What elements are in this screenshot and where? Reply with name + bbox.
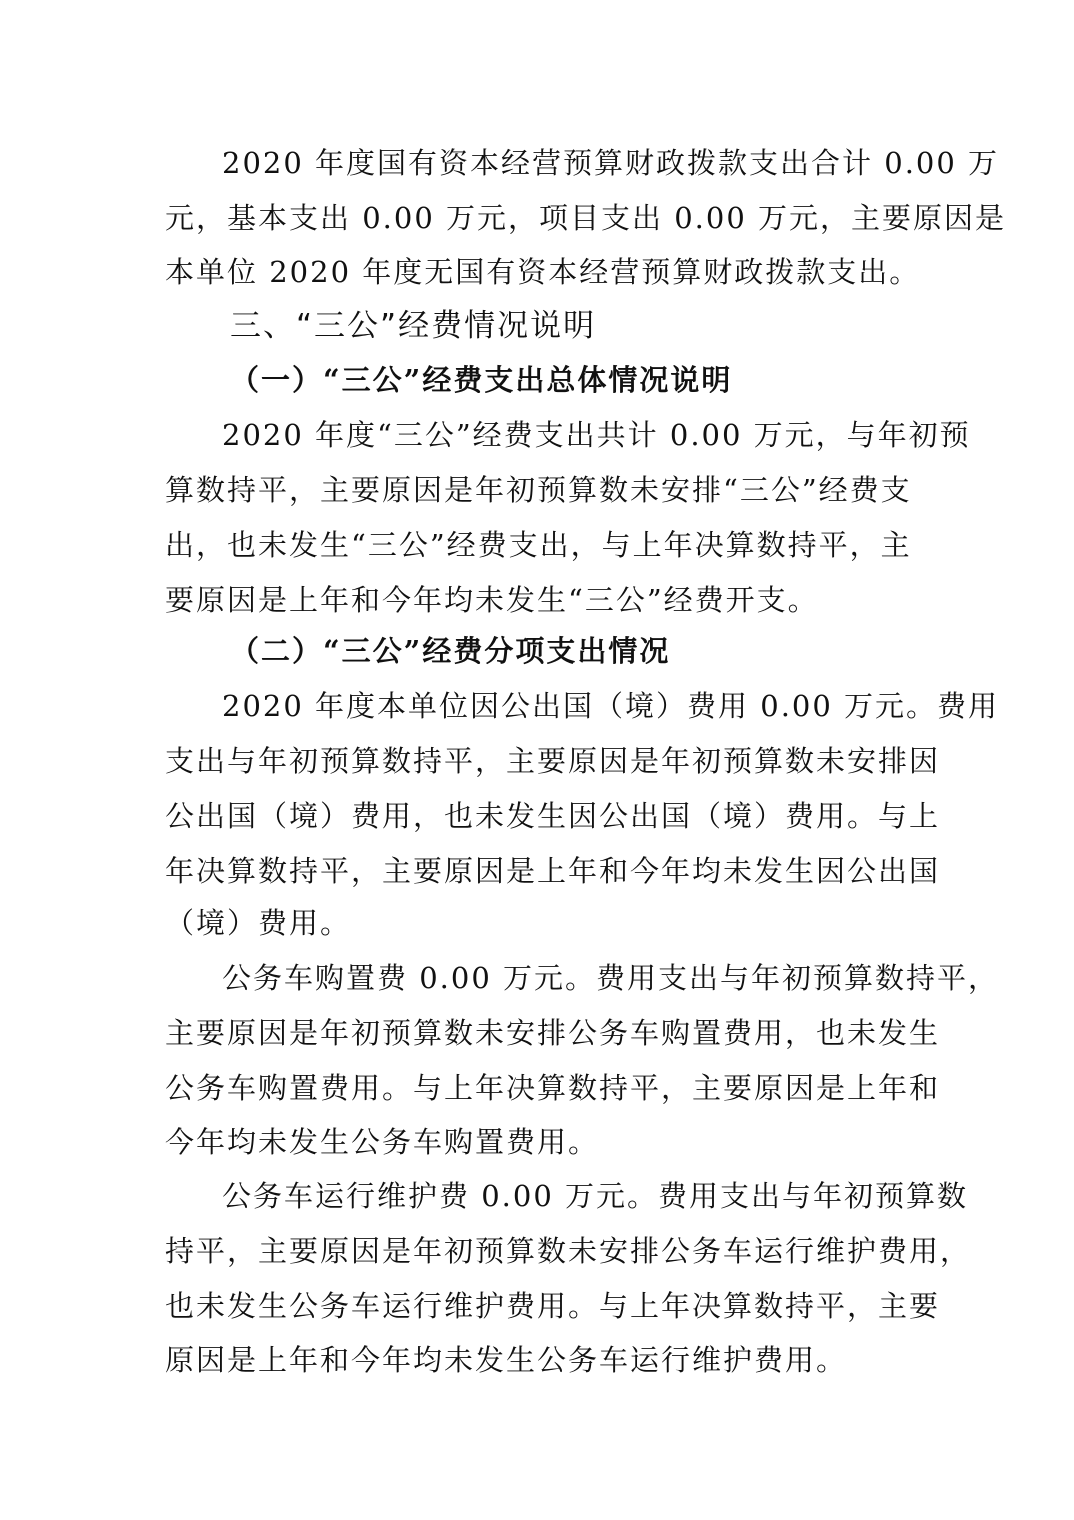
text-line: 出，也未发生“三公”经费支出，与上年决算数持平，主	[165, 528, 912, 562]
text-line: 算数持平，主要原因是年初预算数未安排“三公”经费支	[165, 473, 912, 507]
text-line: 也未发生公务车运行维护费用。与上年决算数持平，主要	[165, 1289, 941, 1323]
subsection-heading: （一）“三公”经费支出总体情况说明	[230, 363, 733, 397]
text-line: 公出国（境）费用，也未发生因公出国（境）费用。与上	[165, 799, 941, 833]
text-line: 本单位 2020 年度无国有资本经营预算财政拨款支出。	[165, 255, 921, 289]
text-line: 2020 年度“三公”经费支出共计 0.00 万元，与年初预	[222, 418, 971, 452]
text-line: 要原因是上年和今年均未发生“三公”经费开支。	[165, 583, 819, 617]
text-line: 主要原因是年初预算数未安排公务车购置费用，也未发生	[165, 1016, 941, 1050]
text-line: 2020 年度国有资本经营预算财政拨款支出合计 0.00 万	[222, 146, 1000, 180]
text-line: 原因是上年和今年均未发生公务车运行维护费用。	[165, 1343, 848, 1377]
text-line: （境）费用。	[165, 906, 352, 940]
text-line: 年决算数持平，主要原因是上年和今年均未发生因公出国	[165, 854, 941, 888]
text-line: 2020 年度本单位因公出国（境）费用 0.00 万元。费用	[222, 689, 1000, 723]
section-heading: 三、“三公”经费情况说明	[230, 308, 597, 344]
text-line: 公务车购置费用。与上年决算数持平，主要原因是上年和	[165, 1071, 941, 1105]
text-line: 今年均未发生公务车购置费用。	[165, 1125, 600, 1159]
text-line: 持平，主要原因是年初预算数未安排公务车运行维护费用，	[165, 1234, 972, 1268]
text-line: 公务车运行维护费 0.00 万元。费用支出与年初预算数	[222, 1179, 969, 1213]
text-line: 元，基本支出 0.00 万元，项目支出 0.00 万元，主要原因是	[165, 201, 1007, 235]
text-line: 公务车购置费 0.00 万元。费用支出与年初预算数持平，	[222, 961, 1000, 995]
text-line: 支出与年初预算数持平，主要原因是年初预算数未安排因	[165, 744, 941, 778]
subsection-heading: （二）“三公”经费分项支出情况	[230, 634, 671, 668]
